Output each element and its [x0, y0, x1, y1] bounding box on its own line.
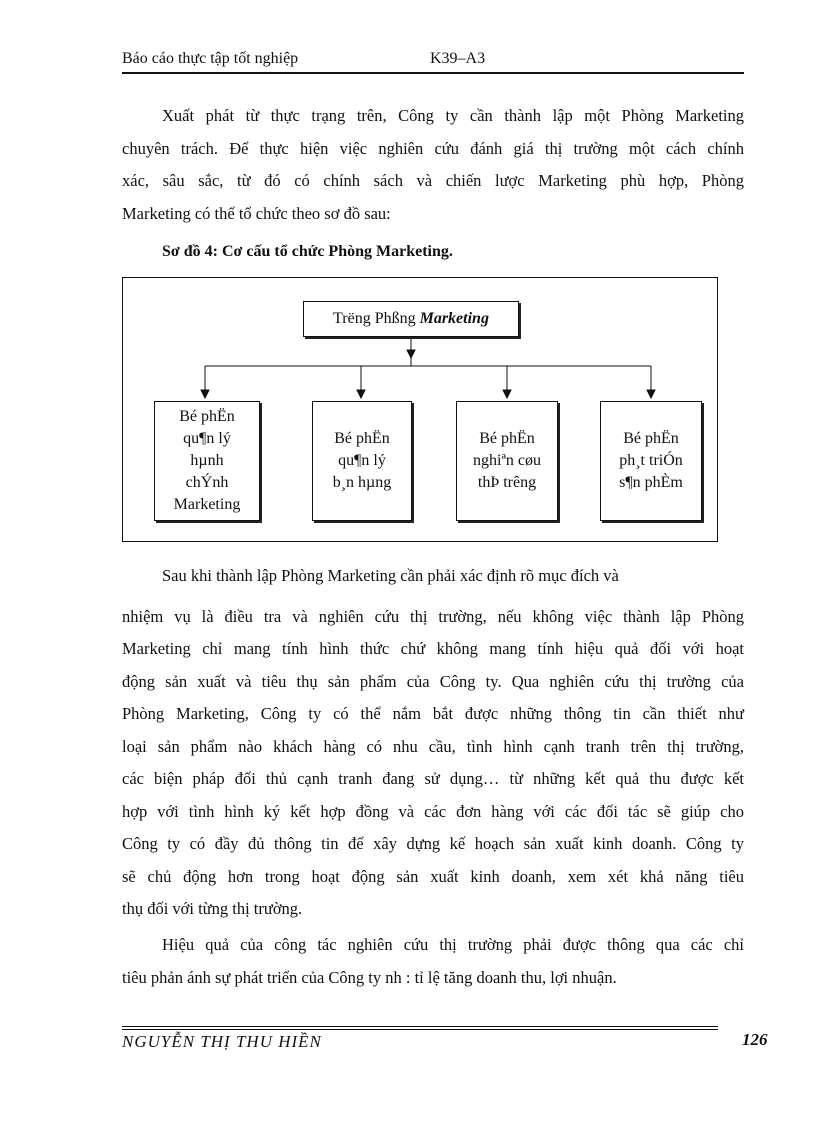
- arrow-head-child-3: [503, 390, 511, 398]
- paragraph-line: sẽ chủ động hơn trong hoạt động sản xuất kinh doanh, xem xét khả năng tiêu: [122, 866, 744, 886]
- paragraph-line: Công ty có đầy đủ thông tin để xây dựng kế hoạch sản xuất kinh doanh. Công ty: [122, 834, 744, 853]
- org-node-line: qu¶n lý: [183, 430, 231, 447]
- paragraph-line: hợp với tình hình ký kết hợp đồng và các đơn hàng với các đối tác sẽ giúp cho: [122, 801, 744, 821]
- paragraph-line: Marketing chỉ mang tính hình thức chứ không mang tính hiệu quả đối với hoạt: [122, 639, 744, 658]
- footer-author: NGUYỄN THỊ THU HIỀN: [122, 1032, 322, 1051]
- footer-rule: [122, 1026, 718, 1027]
- org-node-line: hµnh: [190, 452, 224, 469]
- header-report-title: Báo cáo thực tập tốt nghiệp: [122, 50, 299, 67]
- paragraph-line: Sau khi thành lập Phòng Marketing cần phải xác định rõ mục đích và: [162, 566, 619, 585]
- paragraph-2: [122, 560, 744, 926]
- paragraph-line: Phòng Marketing, Công ty có thể nắm bắt được những thông tin cần thiết như: [122, 704, 744, 723]
- org-node-line: ph¸t triÓn: [619, 452, 683, 469]
- org-node-line: chÝnh: [185, 474, 229, 491]
- paragraph-3: [122, 929, 744, 994]
- paragraph-line: Xuất phát từ thực trạng trên, Công ty cần thành lập một Phòng Marketing: [162, 106, 744, 125]
- arrow-head-child-4: [647, 390, 655, 398]
- paragraph-line: động sản xuất và tiêu thụ sản phẩm của Công ty. Qua nghiên cứu thị trường của: [122, 671, 744, 691]
- arrow-head-child-1: [201, 390, 209, 398]
- org-node-line: nghiªn cøu: [473, 452, 541, 469]
- paragraph-line: tiêu phản ánh sự phát triển của Công ty nh : tỉ lệ tăng doanh thu, lợi nhuận.: [122, 967, 617, 987]
- paragraph-line: loại sản phẩm nào khách hàng có nhu cầu, tình hình cạnh tranh trên thị trường,: [122, 736, 744, 756]
- org-node-line: Marketing: [173, 496, 241, 513]
- paragraph-1: [122, 100, 744, 230]
- arrow-head-top: [407, 350, 415, 358]
- org-node-line: Bé phËn: [334, 430, 390, 447]
- page-number: 126: [742, 1030, 768, 1049]
- org-node-research: [456, 401, 558, 521]
- org-node-line: Bé phËn: [179, 408, 235, 425]
- org-node-admin: [154, 401, 260, 521]
- paragraph-line: các biện pháp đối thủ cạnh tranh đang sử dụng… từ những kết quả thu được kết: [122, 769, 744, 788]
- org-chart: [122, 277, 718, 542]
- org-node-line: thÞ trêng: [477, 474, 537, 491]
- org-node-line: b¸n hµng: [332, 474, 392, 491]
- paragraph-line: nhiệm vụ là điều tra và nghiên cứu thị trường, nếu không việc thành lập Phòng: [122, 606, 744, 626]
- paragraph-line: Marketing có thể tổ chức theo sơ đồ sau:: [122, 203, 391, 223]
- org-node-product: [600, 401, 702, 521]
- org-node-head-emphasis: Marketing: [419, 310, 489, 327]
- paragraph-line: chuyên trách. Để thực hiện việc nghiên cứu đánh giá thị trường một cách chính: [122, 138, 744, 158]
- paragraph-line: Hiệu quả của công tác nghiên cứu thị trường phải được thông qua các chỉ: [162, 935, 744, 954]
- org-node-sales: [312, 401, 412, 521]
- org-node-line: Bé phËn: [623, 430, 679, 447]
- header-rule: [122, 72, 744, 74]
- org-node-head-text: Trëng Phßng: [333, 310, 416, 327]
- org-node-head: [303, 301, 519, 337]
- diagram-caption: Sơ đồ 4: Cơ cấu tổ chức Phòng Marketing.: [162, 243, 453, 260]
- paragraph-line: xác, sâu sắc, từ đó có chính sách và chiến lược Marketing phù hợp, Phòng: [122, 171, 744, 190]
- footer-rule: [122, 1029, 718, 1030]
- org-node-line: s¶n phÈm: [619, 474, 683, 491]
- header-class-code: K39–A3: [430, 50, 486, 67]
- org-node-line: qu¶n lý: [338, 452, 386, 469]
- org-node-line: Bé phËn: [479, 430, 535, 447]
- arrow-head-child-2: [357, 390, 365, 398]
- page-header: [122, 50, 744, 72]
- paragraph-line: thụ đối với từng thị trường.: [122, 899, 303, 918]
